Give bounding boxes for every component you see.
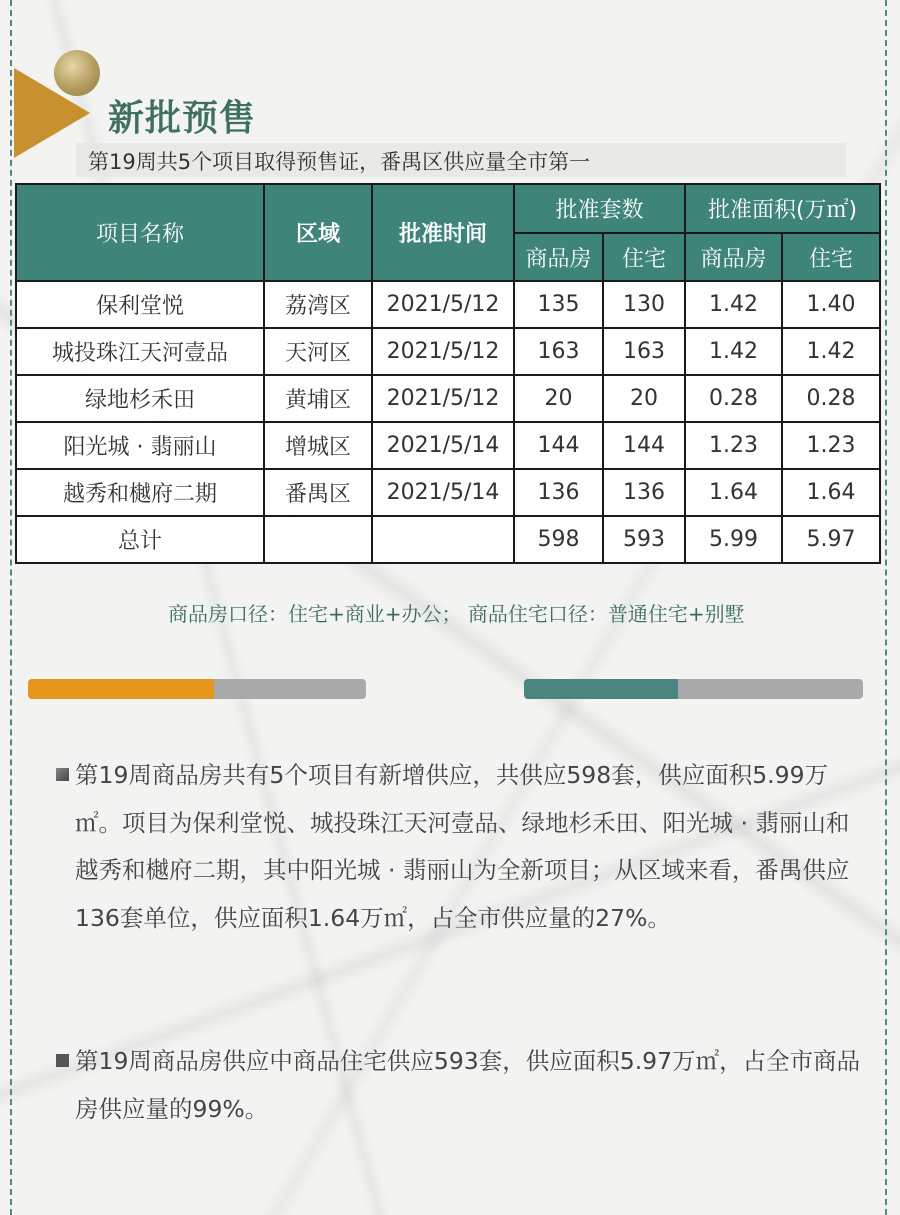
cell-date: 2021/5/14	[372, 422, 514, 469]
subheader-area-residential: 住宅	[782, 233, 880, 281]
decorative-bar-teal	[524, 679, 678, 699]
cell-total-units-commercial: 598	[514, 516, 603, 563]
cell-area-residential: 1.23	[782, 422, 880, 469]
bullet-square-icon	[56, 1054, 69, 1067]
cell-units-commercial: 163	[514, 328, 603, 375]
cell-date: 2021/5/12	[372, 281, 514, 328]
cell-total-area-residential: 5.97	[782, 516, 880, 563]
cell-date: 2021/5/12	[372, 328, 514, 375]
cell-area-residential: 0.28	[782, 375, 880, 422]
cell-area-commercial: 1.42	[685, 328, 782, 375]
cell-district: 荔湾区	[264, 281, 372, 328]
decorative-bar-gray-left	[214, 679, 366, 699]
subheader-area-commercial: 商品房	[685, 233, 782, 281]
decorative-circle	[54, 50, 100, 96]
cell-area-residential: 1.64	[782, 469, 880, 516]
header-approved-area: 批准面积(万㎡)	[685, 184, 880, 233]
cell-area-commercial: 0.28	[685, 375, 782, 422]
cell-total-label: 总计	[16, 516, 264, 563]
cell-units-commercial: 136	[514, 469, 603, 516]
cell-project-name: 阳光城 · 翡丽山	[16, 422, 264, 469]
cell-units-residential: 130	[603, 281, 685, 328]
cell-project-name: 越秀和樾府二期	[16, 469, 264, 516]
cell-units-residential: 136	[603, 469, 685, 516]
cell-total-date	[372, 516, 514, 563]
table-row	[16, 328, 880, 375]
table-header-row	[16, 184, 880, 233]
cell-units-commercial: 20	[514, 375, 603, 422]
cell-units-residential: 144	[603, 422, 685, 469]
table-row	[16, 422, 880, 469]
cell-units-residential: 20	[603, 375, 685, 422]
header-project-name: 项目名称	[16, 184, 264, 281]
left-dashed-border	[10, 0, 12, 1215]
table-row	[16, 469, 880, 516]
presale-table	[15, 183, 881, 564]
cell-date: 2021/5/14	[372, 469, 514, 516]
decorative-bar-orange	[28, 679, 214, 699]
cell-project-name: 保利堂悦	[16, 281, 264, 328]
decorative-bar-gray-right	[678, 679, 863, 699]
subheader-units-residential: 住宅	[603, 233, 685, 281]
cell-units-residential: 163	[603, 328, 685, 375]
section-subtitle: 第19周共5个项目取得预售证，番禺区供应量全市第一	[88, 150, 591, 174]
cell-area-commercial: 1.64	[685, 469, 782, 516]
header-approved-units: 批准套数	[514, 184, 685, 233]
caliber-note: 商品房口径：住宅+商业+办公； 商品住宅口径：普通住宅+别墅	[168, 602, 745, 626]
table-row	[16, 375, 880, 422]
cell-total-district	[264, 516, 372, 563]
cell-district: 增城区	[264, 422, 372, 469]
cell-area-commercial: 1.23	[685, 422, 782, 469]
right-dashed-border	[885, 0, 887, 1215]
cell-date: 2021/5/12	[372, 375, 514, 422]
cell-district: 番禺区	[264, 469, 372, 516]
cell-units-commercial: 135	[514, 281, 603, 328]
section-title: 新批预售	[108, 98, 257, 139]
cell-area-commercial: 1.42	[685, 281, 782, 328]
cell-area-residential: 1.40	[782, 281, 880, 328]
table-total-row	[16, 516, 880, 563]
cell-district: 天河区	[264, 328, 372, 375]
cell-district: 黄埔区	[264, 375, 372, 422]
cell-total-area-commercial: 5.99	[685, 516, 782, 563]
table-row	[16, 281, 880, 328]
header-approval-date: 批准时间	[372, 184, 514, 281]
bullet-square-icon	[56, 768, 69, 781]
cell-total-units-residential: 593	[603, 516, 685, 563]
cell-project-name: 城投珠江天河壹品	[16, 328, 264, 375]
cell-project-name: 绿地杉禾田	[16, 375, 264, 422]
cell-area-residential: 1.42	[782, 328, 880, 375]
summary-paragraph-1: 第19周商品房共有5个项目有新增供应，共供应598套，供应面积5.99万㎡。项目为保利堂悦、城投珠江天河壹品、绿地杉禾田、阳光城 · 翡丽山和越秀和樾府二期，其中阳光城 · 翡丽山为全新项目；从区域来看，番禺供应136套单位，供应面积1.64万㎡，占全市供应量的27%。	[75, 761, 850, 932]
header-district: 区域	[264, 184, 372, 281]
cell-units-commercial: 144	[514, 422, 603, 469]
summary-paragraph-2: 第19周商品房供应中商品住宅供应593套，供应面积5.97万㎡，占全市商品房供应量的99%。	[75, 1047, 861, 1123]
subheader-units-commercial: 商品房	[514, 233, 603, 281]
